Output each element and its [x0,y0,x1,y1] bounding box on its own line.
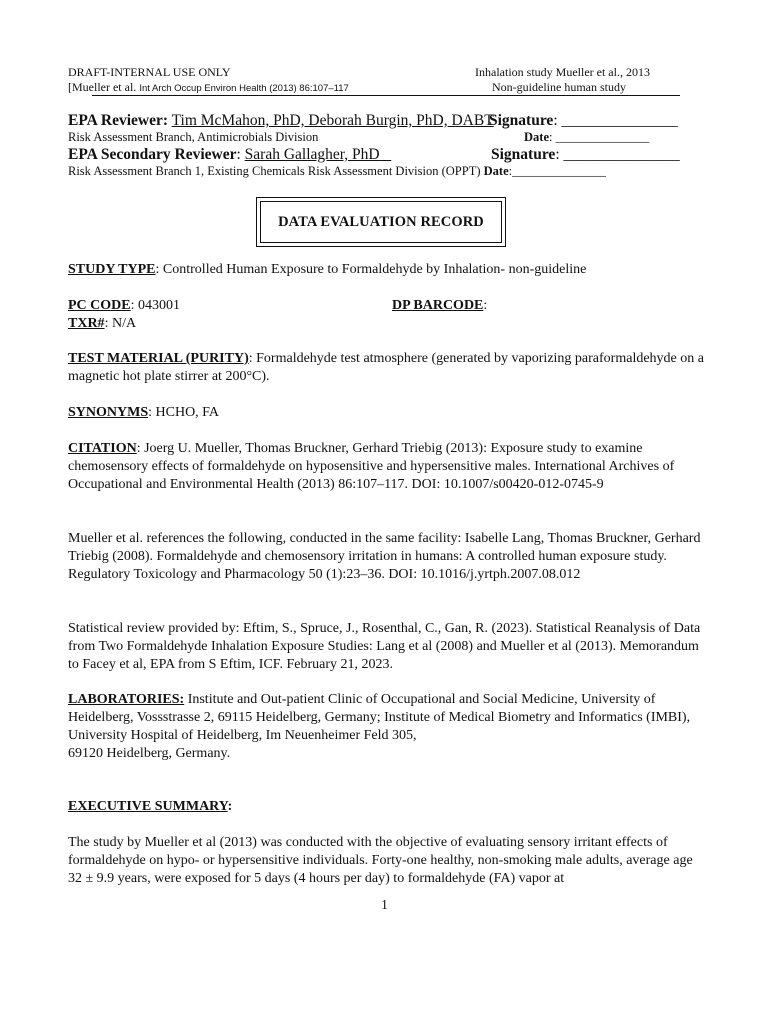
header-draft-label: DRAFT-INTERNAL USE ONLY [68,65,231,79]
signature-label-2: Signature [491,146,556,163]
dp-barcode-value: : [483,298,488,313]
synonyms-line [68,404,219,422]
secondary-reviewer-line: EPA Secondary Reviewer: Sarah Gallagher, PhD [68,146,380,163]
laboratories-label: LABORATORIES: [68,692,185,707]
header-study-type: Non-guideline human study [492,80,626,94]
title-box-text: DATA EVALUATION RECORD [260,201,502,243]
txr-line [68,315,136,333]
secondary-reviewer-name: Sarah Gallagher, PhD [244,146,380,163]
executive-summary-text: The study by Mueller et al (2013) was conducted with the objective of evaluating sensory irritant effects of formaldehyde on hypo- or hypersensitive individuals. Forty-one healthy, non-smoking male adults, average age 32 ± 9.9 years, were exposed for 5 days (4 hours per day) to formaldehyde (FA) vapor at [68,835,693,886]
laboratories-last-line: 69120 Heidelberg, Germany. [68,746,231,761]
laboratories-paragraph [68,691,708,763]
header-study-title: Inhalation study Mueller et al., 2013 [475,65,650,79]
primary-reviewer-division: Risk Assessment Branch, Antimicrobials Division [68,130,319,144]
primary-reviewer-names: Tim McMahon, PhD, Deborah Burgin, PhD, DABT [171,112,494,129]
header-rule [92,95,680,96]
txr-label: TXR# [68,316,105,331]
header-citation-prefix: [Mueller et al. [68,80,137,94]
pc-code-value: : 043001 [130,298,181,313]
study-type-value: : Controlled Human Exposure to Formaldehyde by Inhalation- non-guideline [155,262,587,277]
test-material-label: TEST MATERIAL (PURITY) [68,351,249,366]
date-blank-2: :_______________ [508,164,606,178]
page-number: 1 [381,898,388,913]
header-citation-short [68,80,349,95]
test-material-text: : Formaldehyde test atmosphere (generated by vaporizing paraformaldehyde on a magnetic hot plate stirrer at 200°C). [68,351,704,384]
synonyms-value: : HCHO, FA [148,405,220,420]
citation-paragraph [68,440,708,494]
pc-code-label: PC CODE [68,298,131,313]
secondary-reviewer-division: Risk Assessment Branch 1, Existing Chemicals Risk Assessment Division (OPPT) [68,164,481,178]
date-label-2: Date [483,164,509,178]
title-box [256,197,506,247]
date-blank: : _______________ [549,130,650,144]
primary-reviewer-line [68,112,494,130]
study-type-label: STUDY TYPE [68,262,156,277]
header-journal-ref: Int Arch Occup Environ Health (2013) 86:107–117 [139,83,349,94]
executive-summary-heading: EXECUTIVE SUMMARY: [68,799,233,814]
primary-signature [489,112,678,130]
references-paragraph: Mueller et al. references the following, conducted in the same facility: Isabelle Lang, Thomas Bruckner, Gerhard Triebig (2008). Formaldehyde and chemosensory irritation in humans: A controlled human exposure study. Regulatory Toxicology and Pharmacology 50 (1):23–36. DOI: 10.1016/j.yrtph.2007.08.012 [68,531,701,582]
secondary-reviewer-label: EPA Secondary Reviewer [68,146,237,163]
dp-barcode-line [392,297,487,315]
citation-text: : Joerg U. Mueller, Thomas Bruckner, Gerhard Triebig (2013): Exposure study to examine chemosensory effects of formaldehyde on hyposensitive and hypersensitive males. International Archives of Occupational and Environmental Health (2013) 86:107–117. DOI: 10.1007/s00420-012-0745-9 [68,441,675,492]
signature-blank: : _______________ [553,112,678,129]
executive-summary-label: EXECUTIVE SUMMARY [68,799,228,814]
primary-reviewer-label: EPA Reviewer: [68,112,168,129]
citation-label: CITATION [68,441,137,456]
statistical-review-paragraph: Statistical review provided by: Eftim, S., Spruce, J., Rosenthal, C., Gan, R. (2023). Statistical Reanalysis of Data from Two Formaldehyde Inhalation Exposure Studies: Lang et al (2008) and Mueller et al (2013). Memorandum to Facey et al, EPA from S Eftim, ICF. February 21, 2023. [68,621,701,672]
laboratories-text: Institute and Out-patient Clinic of Occupational and Social Medicine, University of Heidelberg, Vossstrasse 2, 69115 Heidelberg, Germany; Institute of Medical Biometry and Informatics (IMBI), University Hospital of Heidelberg, Im Neuenheimer Feld 305, [68,692,691,743]
test-material-paragraph [68,350,708,386]
secondary-signature [491,146,680,164]
signature-blank-2: : _______________ [555,146,680,163]
date-label: Date [524,130,549,144]
primary-date [524,130,649,145]
synonyms-label: SYNONYMS [68,405,149,420]
study-type-line [68,261,586,279]
dp-barcode-label: DP BARCODE [392,298,484,313]
signature-label: Signature [489,112,554,129]
pc-code-line [68,297,180,315]
txr-value: : N/A [104,316,137,331]
secondary-reviewer-division-line [68,164,606,179]
